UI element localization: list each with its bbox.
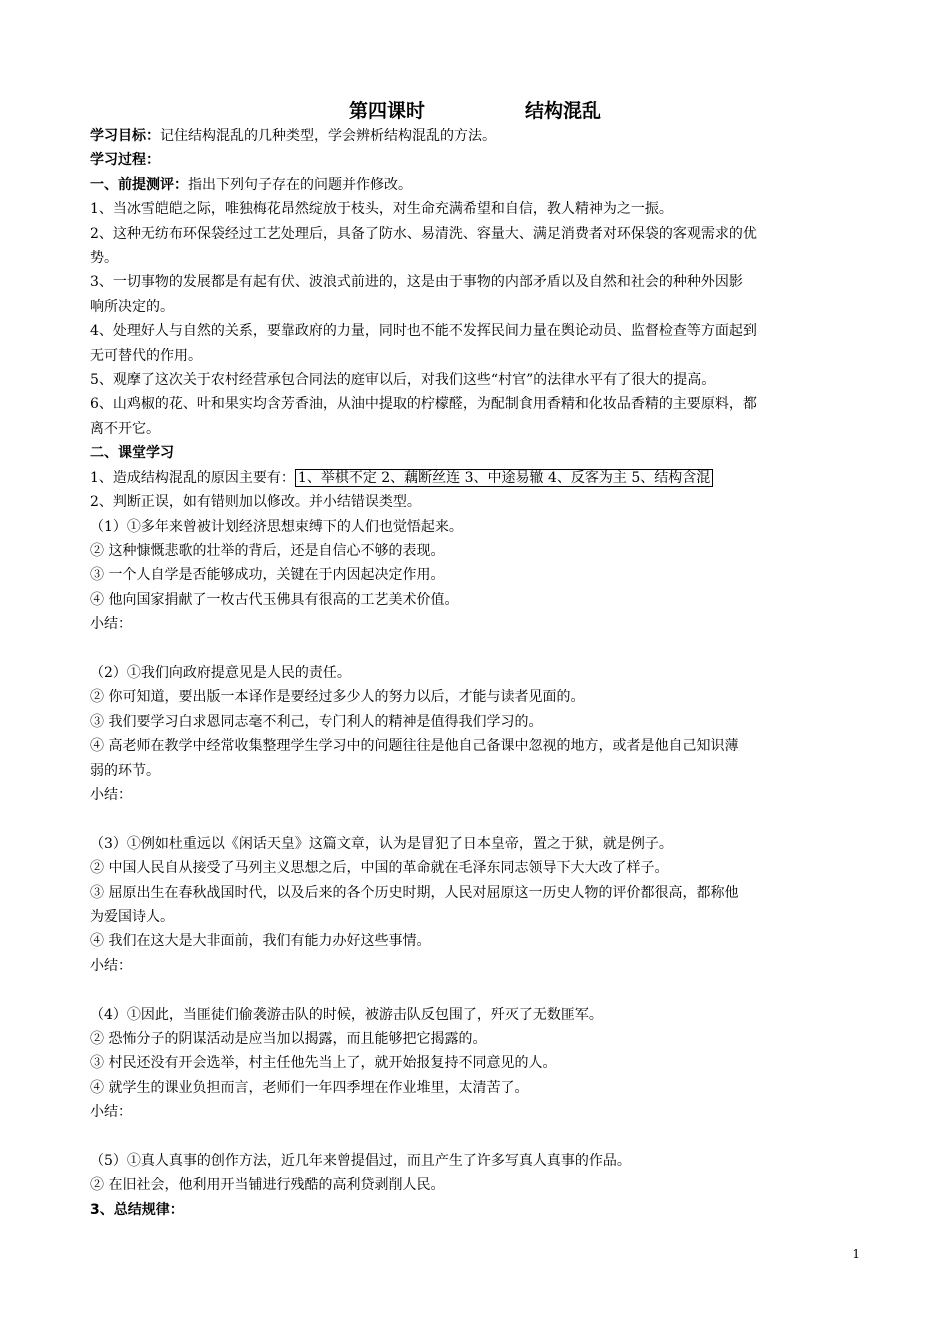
exercise-line: （2）①我们向政府提意见是人民的责任。 (90, 664, 351, 681)
summary-label: 小结： (90, 957, 132, 974)
exercise-line: ② 在旧社会，他利用开当铺进行残酷的高利贷剥削人民。 (90, 1177, 445, 1194)
summary-label: 小结： (90, 1104, 132, 1121)
title-topic: 结构混乱 (525, 100, 602, 122)
section1-line: 2、这种无纺布环保袋经过工艺处理后，具备了防水、易清洗、容量大、满足消费者对环保袋的客观需求的优 (90, 225, 757, 242)
exercise-line: ③ 我们要学习白求恩同志毫不利己，专门利人的精神是值得我们学习的。 (90, 713, 543, 730)
summary-label: 小结： (90, 616, 132, 633)
exercise-line: （1）①多年来曾被计划经济思想束缚下的人们也觉悟起来。 (90, 518, 463, 535)
section2-heading: 二、课堂学习 (90, 445, 174, 462)
section1-line: 4、处理好人与自然的关系，要靠政府的力量，同时也不能不发挥民间力量在舆论动员、监督检查等方面起到 (90, 323, 757, 340)
exercise-line: ③ 一个人自学是否能够成功，关键在于内因起决定作用。 (90, 567, 445, 584)
exercise-line: （4）①因此，当匪徒们偷袭游击队的时候，被游击队反包围了，歼灭了无数匪军。 (90, 1006, 603, 1023)
exercise-line: ② 你可知道，要出版一本译作是要经过多少人的努力以后，才能与读者见面的。 (90, 689, 585, 706)
exercise-line: ② 这种慷慨悲歌的壮举的背后，还是自信心不够的表现。 (90, 542, 445, 559)
section1-heading: 一、前提测评：指出下列句子存在的问题并作修改。 (90, 176, 412, 193)
section1-line: 无可替代的作用。 (90, 347, 202, 364)
exercise-line: ④ 就学生的课业负担而言，老师们一年四季埋在作业堆里，太清苦了。 (90, 1079, 529, 1096)
section1-line: 6、山鸡椒的花、叶和果实均含芳香油，从油中提取的柠檬醛，为配制食用香精和化妆品香精的主要原料，都 (90, 396, 757, 413)
causes-line: 1、造成结构混乱的原因主要有： 1、举棋不定 2、藕断丝连 3、中途易辙 4、反客为主 5、结构含混 (90, 466, 862, 490)
page-number: 1 (852, 1247, 860, 1261)
exercise-line: ③ 屈原出生在春秋战国时代，以及后来的各个历史时期，人民对屈原这一历史人物的评价都很高，都称他 (90, 884, 739, 901)
section1-line: 势。 (90, 250, 118, 267)
section1-line: 5、观摩了这次关于农村经营承包合同法的庭审以后，对我们这些“村官”的法律水平有了很大的提高。 (90, 372, 716, 389)
exercise-line: ④ 高老师在教学中经常收集整理学生学习中的问题往往是他自己备课中忽视的地方，或者是他自己知识薄 (90, 738, 739, 755)
summary-label: 小结： (90, 786, 132, 803)
process-heading: 学习过程： (90, 152, 160, 169)
section1-line: 响所决定的。 (90, 298, 174, 315)
exercise-line: （3）①例如杜重远以《闲话天皇》这篇文章，认为是冒犯了日本皇帝，置之于狱，就是例子。 (90, 835, 673, 852)
causes-box: 1、举棋不定 2、藕断丝连 3、中途易辙 4、反客为主 5、结构含混 (295, 469, 713, 487)
exercise-line: ③ 村民还没有开会选举，村主任他先当上了，就开始报复持不同意见的人。 (90, 1055, 557, 1072)
exercise-line: ② 中国人民自从接受了马列主义思想之后，中国的革命就在毛泽东同志领导下大大改了样子。 (90, 860, 669, 877)
section1-line: 离不开它。 (90, 420, 160, 437)
exercise-line: 为爱国诗人。 (90, 908, 174, 925)
exercise-line: （5）①真人真事的创作方法，近几年来曾提倡过，而且产生了许多写真人真事的作品。 (90, 1153, 631, 1169)
title-lesson: 第四课时 (348, 100, 425, 122)
exercise-instruction: 2、判断正误，如有错则加以修改。并小结错误类型。 (90, 494, 421, 511)
exercise-line: ④ 他向国家捐献了一枚古代玉佛具有很高的工艺美术价值。 (90, 591, 459, 608)
exercise-line: ④ 我们在这大是大非面前，我们有能力办好这些事情。 (90, 933, 431, 950)
section1-line: 1、当冰雪皑皑之际，唯独梅花昂然绽放于枝头，对生命充满希望和自信，教人精神为之一振。 (90, 201, 673, 218)
exercise-line: 弱的环节。 (90, 762, 160, 779)
exercise-line: ② 恐怖分子的阴谋活动是应当加以揭露，而且能够把它揭露的。 (90, 1030, 487, 1047)
section1-line: 3、一切事物的发展都是有起有伏、波浪式前进的，这是由于事物的内部矛盾以及自然和社会的种种外因影 (90, 274, 743, 291)
document-body (90, 124, 862, 1222)
page-title (0, 96, 950, 123)
summary-rules-heading: 3、总结规律： (90, 1201, 184, 1218)
learning-goal: 学习目标：记住结构混乱的几种类型，学会辨析结构混乱的方法。 (90, 128, 496, 144)
